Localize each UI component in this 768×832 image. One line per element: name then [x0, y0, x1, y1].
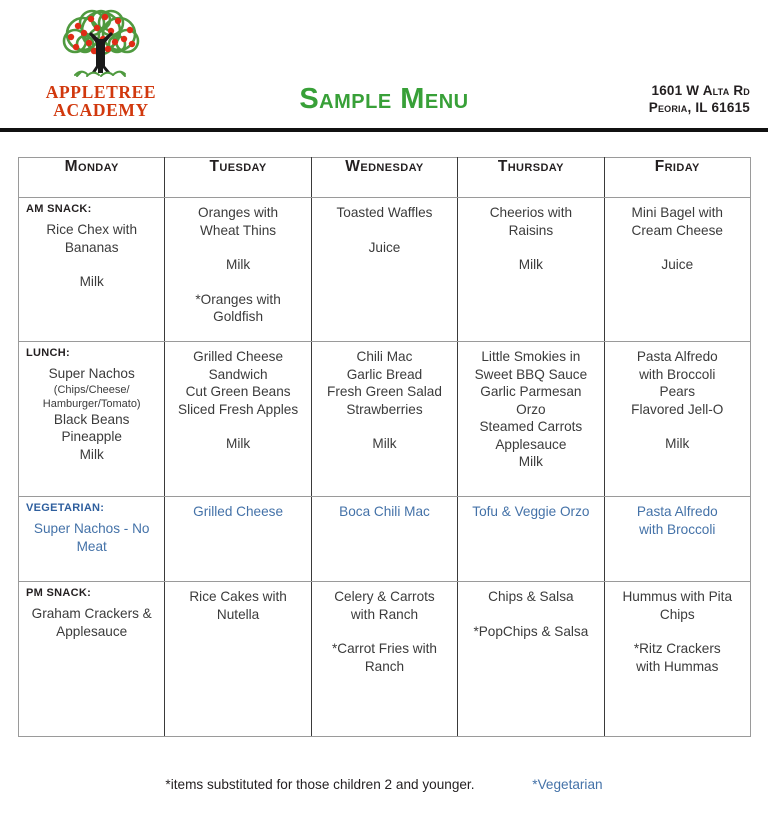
menu-row-lunch	[19, 342, 751, 497]
menu-item-line: Cream Cheese	[631, 222, 723, 238]
menu-item-line: Raisins	[508, 222, 554, 238]
menu-item-line: Bananas	[64, 239, 119, 255]
menu-item-line: *PopChips & Salsa	[473, 623, 589, 639]
meal-label-pm-snack: PM SNACK:	[26, 587, 92, 599]
menu-item-line: Milk	[665, 436, 690, 451]
menu-item-line: Sweet BBQ Sauce	[474, 366, 588, 382]
cell-content	[19, 342, 164, 496]
menu-item-line: Rice Cakes with	[189, 589, 287, 604]
menu-cell-am-snack-wednesday	[311, 198, 457, 342]
day-header-monday: Monday	[19, 158, 165, 198]
menu-item-line: Applesauce	[56, 623, 128, 639]
menu-item-line: Pears	[659, 384, 696, 399]
menu-item-list	[317, 204, 452, 256]
menu-item-list	[24, 348, 159, 463]
menu-item-line: Chips	[659, 606, 695, 622]
menu-item-spacer	[170, 274, 305, 291]
menu-item-line: Flavored Jell-O	[631, 401, 724, 417]
menu-item-line: Meat	[76, 538, 107, 554]
menu-cell-lunch-monday	[19, 342, 165, 497]
menu-item-line: Ranch	[364, 658, 405, 674]
menu-item-line: Juice	[368, 239, 401, 255]
menu-item-line: Sandwich	[208, 366, 268, 382]
menu-item-line: Milk	[372, 436, 397, 451]
menu-table-container	[18, 157, 750, 737]
menu-item-line: Milk	[79, 446, 104, 462]
menu-item-line: Chili Mac	[356, 349, 413, 364]
cell-content	[605, 198, 750, 341]
cell-content	[165, 198, 310, 341]
menu-item-line: Celery & Carrots	[334, 589, 435, 604]
menu-item-line: Garlic Bread	[346, 366, 423, 382]
menu-item-line: with Broccoli	[639, 366, 716, 382]
menu-item-line: Garlic Parmesan	[480, 384, 582, 399]
menu-item-line: Nutella	[216, 606, 260, 622]
cell-content	[312, 198, 457, 341]
cell-content	[605, 342, 750, 496]
menu-item-line: Little Smokies in	[481, 349, 581, 364]
menu-row-am-snack	[19, 198, 751, 342]
menu-item-line: Milk	[518, 257, 543, 272]
apple-tree-icon	[45, 8, 157, 82]
menu-item-list	[463, 348, 598, 471]
menu-item-line: Applesauce	[495, 436, 567, 452]
menu-item-spacer	[317, 623, 452, 640]
brand-name-line1: APPLETREE	[45, 82, 157, 102]
menu-item-line: Graham Crackers &	[31, 606, 152, 621]
menu-item-line: Orzo	[516, 401, 546, 417]
menu-item-list	[610, 348, 745, 453]
menu-item-spacer	[463, 239, 598, 256]
menu-item-line: Hamburger/Tomato)	[42, 397, 141, 410]
cell-content	[19, 582, 164, 736]
menu-item-line: Hummus with Pita	[622, 589, 733, 604]
menu-item-line: Pasta Alfredo	[636, 349, 718, 364]
cell-content	[19, 198, 164, 341]
menu-item-line: Chips & Salsa	[488, 589, 574, 604]
menu-table	[18, 157, 751, 737]
menu-item-spacer	[610, 623, 745, 640]
cell-content	[312, 342, 457, 496]
menu-item-line: Wheat Thins	[200, 222, 277, 238]
menu-item-list	[24, 204, 159, 291]
menu-cell-lunch-thursday	[458, 342, 604, 497]
menu-item-line: Fresh Green Salad	[327, 384, 442, 399]
menu-item-line: Cheerios with	[489, 205, 573, 220]
menu-item-line: Milk	[518, 454, 543, 469]
menu-item-list	[463, 204, 598, 274]
menu-item-list	[317, 503, 452, 521]
menu-item-line: Milk	[226, 257, 251, 272]
menu-cell-pm-snack-tuesday	[165, 582, 311, 737]
day-header-thursday: Thursday	[458, 158, 604, 198]
menu-cell-am-snack-tuesday	[165, 198, 311, 342]
menu-item-list	[610, 588, 745, 675]
menu-item-spacer	[170, 239, 305, 256]
menu-item-line: Pineapple	[61, 429, 122, 444]
menu-item-line: *Oranges with	[195, 291, 281, 307]
menu-cell-vegetarian-tuesday	[165, 497, 311, 582]
address-line-1: 1601 W Alta Rd	[651, 83, 750, 98]
menu-item-line: Tofu & Veggie Orzo	[472, 504, 590, 519]
menu-item-line: Juice	[661, 257, 694, 272]
day-header-friday: Friday	[604, 158, 750, 198]
cell-content	[458, 342, 603, 496]
header-divider	[0, 128, 768, 132]
day-header-tuesday: Tuesday	[165, 158, 311, 198]
menu-item-line: Grilled Cheese	[193, 349, 284, 364]
menu-cell-am-snack-friday	[604, 198, 750, 342]
menu-item-list	[610, 204, 745, 274]
menu-item-line: with Ranch	[350, 606, 419, 622]
menu-cell-vegetarian-wednesday	[311, 497, 457, 582]
menu-item-line: Sliced Fresh Apples	[178, 401, 299, 417]
page-header	[0, 0, 768, 130]
cell-content	[312, 497, 457, 581]
cell-content	[19, 497, 164, 581]
menu-item-line: with Hummas	[636, 658, 719, 674]
cell-content	[605, 497, 750, 581]
menu-row-pm-snack	[19, 582, 751, 737]
menu-item-line: (Chips/Cheese/	[53, 383, 130, 396]
cell-content	[605, 582, 750, 736]
menu-item-spacer	[610, 239, 745, 256]
menu-item-line: Steamed Carrots	[479, 419, 583, 434]
menu-item-line: *Carrot Fries with	[331, 641, 437, 656]
menu-cell-lunch-tuesday	[165, 342, 311, 497]
menu-row-vegetarian	[19, 497, 751, 582]
cell-content	[165, 497, 310, 581]
cell-content	[458, 582, 603, 736]
cell-content	[458, 497, 603, 581]
menu-cell-pm-snack-thursday	[458, 582, 604, 737]
menu-item-line: Strawberries	[346, 401, 423, 417]
day-header-row	[19, 158, 751, 198]
menu-item-spacer	[610, 418, 745, 435]
menu-item-list	[610, 503, 745, 538]
page-footer	[0, 776, 768, 794]
menu-item-list	[463, 588, 598, 640]
menu-item-line: Milk	[79, 274, 104, 289]
menu-item-list	[317, 588, 452, 675]
menu-item-line: Oranges with	[198, 205, 279, 220]
menu-item-line: Super Nachos - No	[33, 521, 150, 536]
menu-item-line: Toasted Waffles	[336, 205, 433, 220]
menu-item-spacer	[463, 606, 598, 623]
page-title: Sample Menu	[299, 83, 469, 115]
menu-item-spacer	[170, 418, 305, 435]
menu-cell-am-snack-thursday	[458, 198, 604, 342]
cell-content	[458, 198, 603, 341]
meal-label-vegetarian: VEGETARIAN:	[26, 502, 105, 514]
meal-label-lunch: LUNCH:	[26, 347, 70, 359]
menu-cell-pm-snack-wednesday	[311, 582, 457, 737]
menu-item-spacer	[317, 418, 452, 435]
menu-item-line: Pasta Alfredo	[636, 504, 718, 519]
menu-item-line: Mini Bagel with	[631, 205, 723, 220]
substitution-note: *items substituted for those children 2 and younger.	[165, 777, 475, 792]
menu-item-line: Goldfish	[213, 309, 264, 324]
menu-item-line: *Ritz Crackers	[633, 641, 721, 656]
menu-cell-pm-snack-friday	[604, 582, 750, 737]
menu-cell-lunch-wednesday	[311, 342, 457, 497]
menu-cell-pm-snack-monday	[19, 582, 165, 737]
menu-item-line: Black Beans	[53, 411, 130, 427]
menu-table-head	[19, 158, 751, 198]
cell-content	[165, 342, 310, 496]
meal-label-am-snack: AM SNACK:	[26, 203, 92, 215]
menu-item-line: Rice Chex with	[46, 222, 138, 237]
menu-item-list	[463, 503, 598, 521]
address-line-2: Peoria, IL 61615	[648, 100, 750, 115]
menu-cell-vegetarian-thursday	[458, 497, 604, 582]
menu-item-list	[170, 503, 305, 521]
menu-item-list	[317, 348, 452, 453]
brand-name-line2: ACADEMY	[53, 100, 149, 120]
menu-item-list	[170, 588, 305, 623]
menu-item-line: Grilled Cheese	[193, 504, 284, 519]
menu-item-line: Cut Green Beans	[185, 384, 291, 399]
menu-cell-vegetarian-friday	[604, 497, 750, 582]
day-header-wednesday: Wednesday	[311, 158, 457, 198]
menu-item-line: Super Nachos	[48, 366, 135, 381]
menu-item-list	[170, 348, 305, 453]
vegetarian-note: *Vegetarian	[532, 777, 603, 792]
menu-item-spacer	[24, 256, 159, 273]
menu-cell-vegetarian-monday	[19, 497, 165, 582]
menu-item-list	[170, 204, 305, 326]
menu-cell-lunch-friday	[604, 342, 750, 497]
cell-content	[165, 582, 310, 736]
menu-item-line: with Broccoli	[639, 521, 716, 537]
menu-item-spacer	[317, 222, 452, 239]
address-block	[649, 82, 750, 116]
menu-item-line: Boca Chili Mac	[339, 504, 430, 519]
cell-content	[312, 582, 457, 736]
menu-item-line: Milk	[226, 436, 251, 451]
menu-table-body	[19, 198, 751, 737]
menu-cell-am-snack-monday	[19, 198, 165, 342]
